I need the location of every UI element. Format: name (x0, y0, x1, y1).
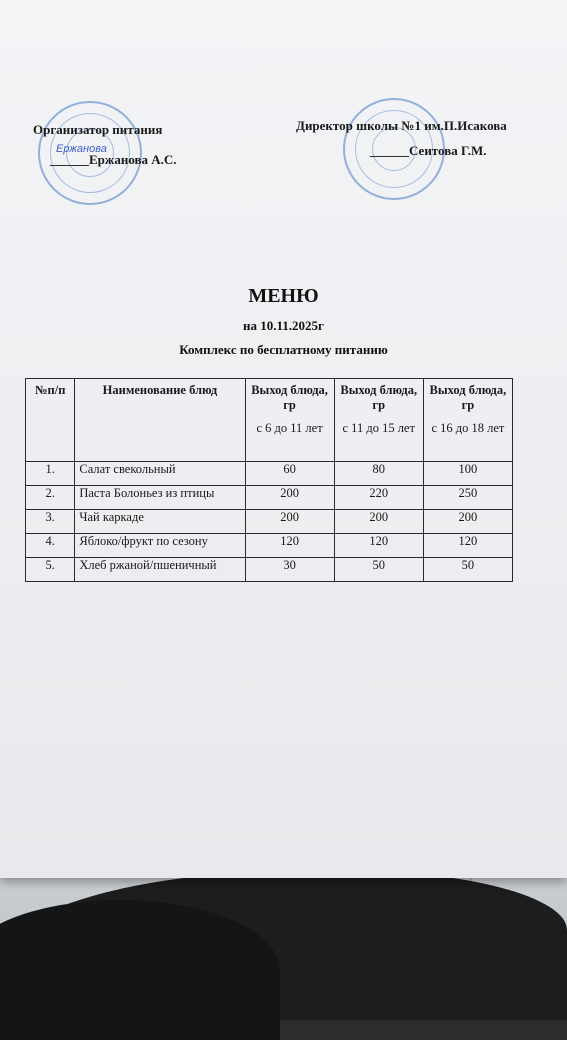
table-row (26, 462, 513, 486)
yield-16-18: 200 (423, 510, 512, 534)
table-row (26, 510, 513, 534)
row-number: 3. (26, 510, 75, 534)
dish-name: Хлеб ржаной/пшеничный (75, 558, 245, 582)
table-row (26, 558, 513, 582)
table-row (26, 486, 513, 510)
yield-11-15: 220 (334, 486, 423, 510)
director-title: Директор школы №1 им.П.Исакова (296, 118, 507, 133)
col-yield-11-15-header: Выход блюда, гр с 11 до 15 лет (334, 379, 423, 462)
yield-16-18: 50 (423, 558, 512, 582)
director-signature-line: ______Сеитова Г.М. (370, 143, 487, 158)
col-yield-16-18-header: Выход блюда, гр с 16 до 18 лет (423, 379, 512, 462)
organizer-title: Организатор питания (33, 122, 163, 137)
col-yield-6-11-header: Выход блюда, гр с 6 до 11 лет (245, 379, 334, 462)
director-name: Сеитова Г.М. (409, 143, 487, 158)
menu-subtitle: Комплекс по бесплатному питанию (179, 342, 388, 357)
dish-name: Яблоко/фрукт по сезону (75, 534, 245, 558)
row-number: 1. (26, 462, 75, 486)
stamp-signature-text: Ержанова (56, 143, 107, 155)
dish-name: Чай каркаде (75, 510, 245, 534)
row-number: 4. (26, 534, 75, 558)
dish-name: Паста Болоньез из птицы (75, 486, 245, 510)
yield-16-18: 120 (423, 534, 512, 558)
menu-date: на 10.11.2025г (243, 318, 324, 333)
page-title: МЕНЮ (248, 285, 319, 307)
organizer-signature-line: ______Ержанова А.С. (50, 152, 177, 167)
yield-6-11: 60 (245, 462, 334, 486)
menu-table (25, 378, 513, 582)
table-row (26, 534, 513, 558)
yield-11-15: 120 (334, 534, 423, 558)
yield-11-15: 200 (334, 510, 423, 534)
yield-6-11: 200 (245, 510, 334, 534)
col-number-header: №п/п (26, 379, 75, 462)
yield-11-15: 80 (334, 462, 423, 486)
yield-6-11: 200 (245, 486, 334, 510)
yield-6-11: 120 (245, 534, 334, 558)
yield-6-11: 30 (245, 558, 334, 582)
yield-16-18: 250 (423, 486, 512, 510)
yield-11-15: 50 (334, 558, 423, 582)
organizer-name: Ержанова А.С. (89, 152, 177, 167)
yield-16-18: 100 (423, 462, 512, 486)
dish-name: Салат свекольный (75, 462, 245, 486)
table-header-row (26, 379, 513, 462)
row-number: 5. (26, 558, 75, 582)
row-number: 2. (26, 486, 75, 510)
col-dish-name-header: Наименование блюд (75, 379, 245, 462)
